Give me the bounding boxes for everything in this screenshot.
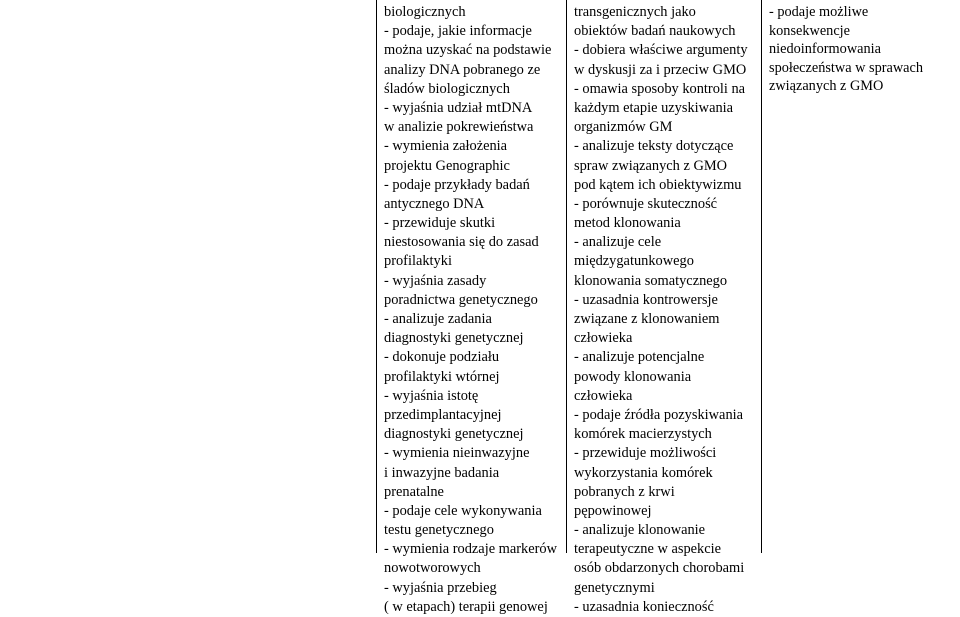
text-line: biologicznych	[384, 4, 466, 20]
text-line: społeczeństwa w sprawach	[769, 59, 924, 76]
text-line: terapeutyczne w aspekcie	[574, 541, 722, 558]
text-line: - analizuje klonowanie	[574, 522, 706, 539]
text-line: ( w etapach) terapii genowej	[384, 598, 548, 615]
text-line: antycznego DNA	[384, 195, 485, 212]
text-line: - przewiduje możliwości	[574, 445, 717, 462]
text-line: w dyskusji za i przeciw GMO	[574, 61, 747, 78]
text-line: organizmów GM	[574, 119, 673, 136]
text-line: - wyjaśnia przebieg	[384, 579, 497, 596]
text-line: - dokonuje podziału	[384, 349, 500, 366]
table-column-genetics	[377, 0, 567, 615]
text-line: - wymienia rodzaje markerów	[384, 541, 558, 558]
text-line: - uzasadnia kontrowersje	[574, 291, 718, 308]
text-line: niestosowania się do zasad	[384, 234, 539, 251]
text-line: komórek macierzystych	[574, 426, 712, 443]
text-line: i inwazyjne badania	[384, 464, 500, 481]
table-column-gmo-cloning	[567, 0, 762, 615]
text-line: obiektów badań naukowych	[574, 23, 736, 40]
text-line: - podaje przykłady badań	[384, 176, 530, 193]
text-line: międzygatunkowego	[574, 253, 694, 270]
text-line: - wyjaśnia zasady	[384, 272, 487, 289]
text-line: - wymienia założenia	[384, 138, 508, 155]
text-line: - wymienia nieinwazyjne	[384, 445, 530, 462]
text-line: - podaje, jakie informacje	[384, 23, 532, 40]
text-line: poradnictwa genetycznego	[384, 291, 538, 308]
text-line: nowotworowych	[384, 560, 481, 577]
text-line: przedimplantacyjnej	[384, 406, 502, 423]
text-line: - wyjaśnia istotę	[384, 387, 479, 404]
text-line: prenatalne	[384, 483, 444, 500]
column-text	[384, 3, 557, 617]
column-text	[574, 3, 748, 617]
text-line: pod kątem ich obiektywizmu	[574, 176, 742, 193]
text-line: - przewiduje skutki	[384, 215, 496, 232]
table-column-consequences	[762, 0, 960, 553]
text-line: diagnostyki genetycznej	[384, 330, 524, 347]
text-line: - podaje źródła pozyskiwania	[574, 406, 744, 423]
text-line: śladów biologicznych	[384, 80, 510, 97]
text-line: - wyjaśnia udział mtDNA	[384, 99, 533, 116]
text-line: - porównuje skuteczność	[574, 195, 718, 212]
table-column-empty	[0, 0, 377, 553]
text-line: pobranych z krwi	[574, 483, 675, 500]
text-line: metod klonowania	[574, 215, 681, 232]
text-line: - podaje cele wykonywania	[384, 502, 542, 519]
text-line: transgenicznych jako	[574, 4, 696, 20]
text-line: - omawia sposoby kontroli na	[574, 80, 746, 97]
text-line: - podaje możliwe	[769, 4, 869, 20]
text-line: konsekwencje	[769, 22, 850, 39]
text-line: związane z klonowaniem	[574, 311, 720, 327]
text-line: projektu Genographic	[384, 157, 510, 174]
text-line: powody klonowania	[574, 368, 692, 385]
column-text	[769, 3, 923, 96]
text-line: - dobiera właściwe argumenty	[574, 42, 748, 59]
text-line: diagnostyki genetycznej	[384, 426, 524, 443]
text-line: profilaktyki	[384, 253, 452, 270]
text-line: klonowania somatycznego	[574, 272, 728, 289]
text-line: człowieka	[574, 387, 633, 404]
text-line: testu genetycznego	[384, 522, 494, 539]
text-line: - analizuje teksty dotyczące	[574, 138, 734, 155]
text-line: genetycznymi	[574, 579, 655, 596]
text-line: wykorzystania komórek	[574, 464, 713, 481]
text-line: profilaktyki wtórnej	[384, 368, 500, 385]
text-line: - analizuje cele	[574, 234, 662, 251]
text-line: związanych z GMO	[769, 78, 884, 95]
text-line: spraw związanych z GMO	[574, 157, 728, 174]
text-line: osób obdarzonych chorobami	[574, 560, 745, 577]
text-line: - analizuje zadania	[384, 311, 492, 327]
text-line: - uzasadnia konieczność	[574, 598, 714, 615]
text-line: - analizuje potencjalne	[574, 349, 705, 366]
text-line: niedoinformowania	[769, 41, 881, 58]
text-line: człowieka	[574, 330, 633, 347]
text-line: analizy DNA pobranego ze	[384, 61, 541, 78]
text-line: można uzyskać na podstawie	[384, 42, 552, 59]
text-line: w analizie pokrewieństwa	[384, 119, 534, 136]
text-line: każdym etapie uzyskiwania	[574, 99, 734, 116]
text-line: pępowinowej	[574, 502, 652, 519]
